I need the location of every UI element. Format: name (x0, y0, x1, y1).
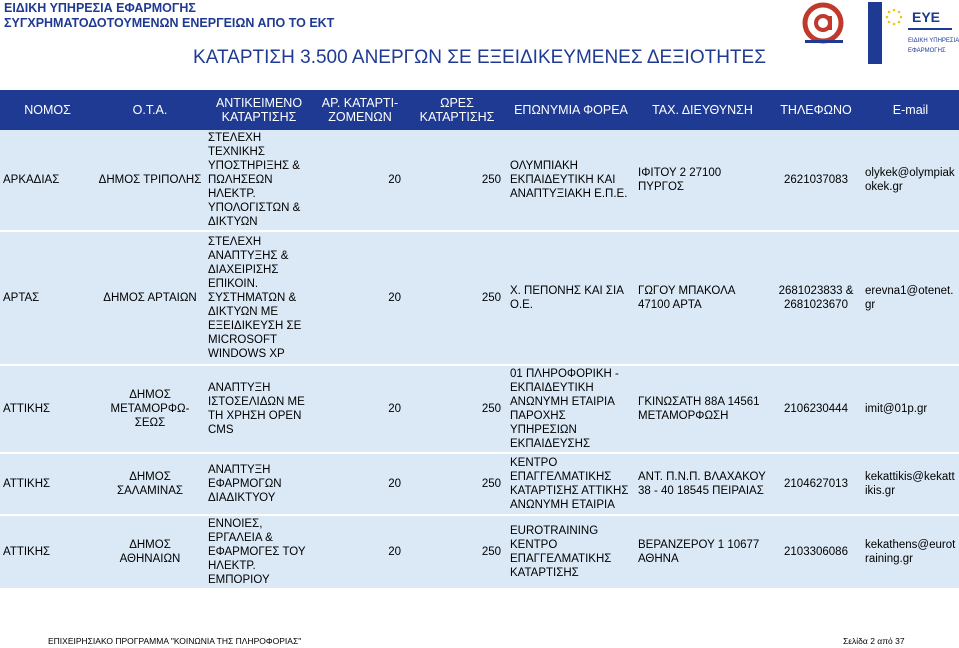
column-header-nomos: ΝΟΜΟΣ (0, 90, 95, 130)
cell-hours: 250 (407, 515, 507, 589)
cell-hours: 250 (407, 130, 507, 231)
cell-nomos: ΑΤΤΙΚΗΣ (0, 365, 95, 453)
cell-nomos: ΑΡΚΑΔΙΑΣ (0, 130, 95, 231)
cell-subject: ΑΝΑΠΤΥΞΗ ΙΣΤΟΣΕΛΙΔΩΝ ΜΕ ΤΗ ΧΡΗΣΗ OPEN CMS (205, 365, 313, 453)
svg-text:ΕΥΕ: ΕΥΕ (912, 9, 941, 25)
column-header-subject: ΑΝΤΙΚΕΙΜΕΝΟ ΚΑΤΑΡΤΙΣΗΣ (205, 90, 313, 130)
cell-address: ΒΕΡΑΝΖΕΡΟΥ 1 10677 ΑΘΗΝΑ (635, 515, 770, 589)
cell-trainees: 20 (313, 130, 407, 231)
cell-phone: 2106230444 (770, 365, 862, 453)
cell-email: imit@01p.gr (862, 365, 959, 453)
cell-hours: 250 (407, 453, 507, 515)
table-header-row (0, 90, 959, 130)
column-header-email: E-mail (862, 90, 959, 130)
cell-trainees: 20 (313, 231, 407, 365)
cell-trainees: 20 (313, 515, 407, 589)
cell-phone: 2621037083 (770, 130, 862, 231)
table-row (0, 365, 959, 453)
cell-nomos: ΑΤΤΙΚΗΣ (0, 453, 95, 515)
cell-provider: EUROTRAINING ΚΕΝΤΡΟ ΕΠΑΓΓΕΛΜΑΤΙΚΗΣ ΚΑΤΑΡΤΙΣΗΣ (507, 515, 635, 589)
cell-nomos: ΑΡΤΑΣ (0, 231, 95, 365)
cell-email: erevna1@otenet.gr (862, 231, 959, 365)
cell-provider: ΚΕΝΤΡΟ ΕΠΑΓΓΕΛΜΑΤΙΚΗΣ ΚΑΤΑΡΤΙΣΗΣ ΑΤΤΙΚΗΣ ΑΝΩΝΥΜΗ ΕΤΑΙΡΙΑ (507, 453, 635, 515)
cell-ota: ΔΗΜΟΣ ΑΡΤΑΙΩΝ (95, 231, 205, 365)
cell-phone: 2104627013 (770, 453, 862, 515)
cell-hours: 250 (407, 231, 507, 365)
information-society-logo (797, 2, 857, 46)
cell-trainees: 20 (313, 453, 407, 515)
column-header-trainees: ΑΡ. ΚΑΤΑΡΤΙ- ΖΟΜΕΝΩΝ (313, 90, 407, 130)
table-row (0, 515, 959, 589)
cell-address: ΑΝΤ. Π.Ν.Π. ΒΛΑΧΑΚΟΥ 38 - 40 18545 ΠΕΙΡΑΙΑΣ (635, 453, 770, 515)
cell-subject: ΣΤΕΛΕΧΗ ΤΕΧΝΙΚΗΣ ΥΠΟΣΤΗΡΙΞΗΣ & ΠΩΛΗΣΕΩΝ ΗΛΕΚΤΡ. ΥΠΟΛΟΓΙΣΤΩΝ & ΔΙΚΤΥΩΝ (205, 130, 313, 231)
svg-text:ΕΦΑΡΜΟΓΗΣ: ΕΦΑΡΜΟΓΗΣ (908, 48, 946, 54)
cell-phone: 2103306086 (770, 515, 862, 589)
table-row (0, 453, 959, 515)
cell-provider: ΟΛΥΜΠΙΑΚΗ ΕΚΠΑΙΔΕΥΤΙΚΗ ΚΑΙ ΑΝΑΠΤΥΞΙΑΚΗ Ε.Π.Ε. (507, 130, 635, 231)
cell-trainees: 20 (313, 365, 407, 453)
cell-address: ΓΩΓΟΥ ΜΠΑΚΟΛΑ 47100 ΑΡΤΑ (635, 231, 770, 365)
column-header-ota: Ο.Τ.Α. (95, 90, 205, 130)
column-header-address: ΤΑΧ. ΔΙΕΥΘΥΝΣΗ (635, 90, 770, 130)
cell-email: kekattikis@kekattikis.gr (862, 453, 959, 515)
cell-provider: Χ. ΠΕΠΟΝΗΣ ΚΑΙ ΣΙΑ Ο.Ε. (507, 231, 635, 365)
footer-page-number: Σελίδα 2 από 37 (843, 636, 905, 646)
svg-text:ΕΙΔΙΚΗ ΥΠΗΡΕΣΙΑ: ΕΙΔΙΚΗ ΥΠΗΡΕΣΙΑ (908, 38, 959, 44)
cell-email: olykek@olympiakokek.gr (862, 130, 959, 231)
cell-phone: 2681023833 & 2681023670 (770, 231, 862, 365)
cell-hours: 250 (407, 365, 507, 453)
column-header-phone: ΤΗΛΕΦΩΝΟ (770, 90, 862, 130)
cell-address: ΓΚΙΝΩΣΑΤΗ 88Α 14561 ΜΕΤΑΜΟΡΦΩΣΗ (635, 365, 770, 453)
cell-subject: ΣΤΕΛΕΧΗ ΑΝΑΠΤΥΞΗΣ & ΔΙΑΧΕΙΡΙΣΗΣ ΕΠΙΚΟΙΝ. ΣΥΣΤΗΜΑΤΩΝ & ΔΙΚΤΥΩΝ ΜΕ ΕΞΕΙΔΙΚΕΥΣΗ ΣΕ MICROSOFT WINDOWS XP (205, 231, 313, 365)
column-header-hours: ΩΡΕΣ ΚΑΤΑΡΤΙΣΗΣ (407, 90, 507, 130)
cell-subject: ΕΝΝΟΙΕΣ, ΕΡΓΑΛΕΙΑ & ΕΦΑΡΜΟΓΕΣ ΤΟΥ ΗΛΕΚΤΡ. ΕΜΠΟΡΙΟΥ (205, 515, 313, 589)
column-header-provider: ΕΠΩΝΥΜΙΑ ΦΟΡΕΑ (507, 90, 635, 130)
header-agency-line-2: ΣΥΓΧΡΗΜΑΤΟΔΟΤΟΥΜΕΝΩΝ ΕΝΕΡΓΕΙΩΝ ΑΠΟ ΤΟ ΕΚΤ (4, 16, 335, 30)
cell-nomos: ΑΤΤΙΚΗΣ (0, 515, 95, 589)
cell-subject: ΑΝΑΠΤΥΞΗ ΕΦΑΡΜΟΓΩΝ ΔΙΑΔΙΚΤΥΟΥ (205, 453, 313, 515)
cell-ota: ΔΗΜΟΣ ΑΘΗΝΑΙΩΝ (95, 515, 205, 589)
cell-address: ΙΦΙΤΟΥ 2 27100 ΠΥΡΓΟΣ (635, 130, 770, 231)
cell-ota: ΔΗΜΟΣ ΣΑΛΑΜΙΝΑΣ (95, 453, 205, 515)
table-row (0, 130, 959, 231)
document-title: ΚΑΤΑΡΤΙΣΗ 3.500 ΑΝΕΡΓΩΝ ΣΕ ΕΞΕΙΔΙΚΕΥΜΕΝΕΣ ΔΕΞΙΟΤΗΤΕΣ (193, 47, 766, 68)
cell-provider: 01 ΠΛΗΡΟΦΟΡΙΚΗ - ΕΚΠΑΙΔΕΥΤΙΚΗ ΑΝΩΝΥΜΗ ΕΤΑΙΡΙΑ ΠΑΡΟΧΗΣ ΥΠΗΡΕΣΙΩΝ ΕΚΠΑΙΔΕΥΣΗΣ (507, 365, 635, 453)
cell-ota: ΔΗΜΟΣ ΤΡΙΠΟΛΗΣ (95, 130, 205, 231)
cell-ota: ΔΗΜΟΣ ΜΕΤΑΜΟΡΦΩ-ΣΕΩΣ (95, 365, 205, 453)
cell-email: kekathens@eurotraining.gr (862, 515, 959, 589)
training-programs-table (0, 90, 959, 590)
table-row (0, 231, 959, 365)
header-agency-line-1: ΕΙΔΙΚΗ ΥΠΗΡΕΣΙΑ ΕΦΑΡΜΟΓΗΣ (4, 1, 196, 15)
footer-program-name: ΕΠΙΧΕΙΡΗΣΙΑΚΟ ΠΡΟΓΡΑΜΜΑ "ΚΟΙΝΩΝΙΑ ΤΗΣ ΠΛΗΡΟΦΟΡΙΑΣ" (48, 636, 302, 646)
